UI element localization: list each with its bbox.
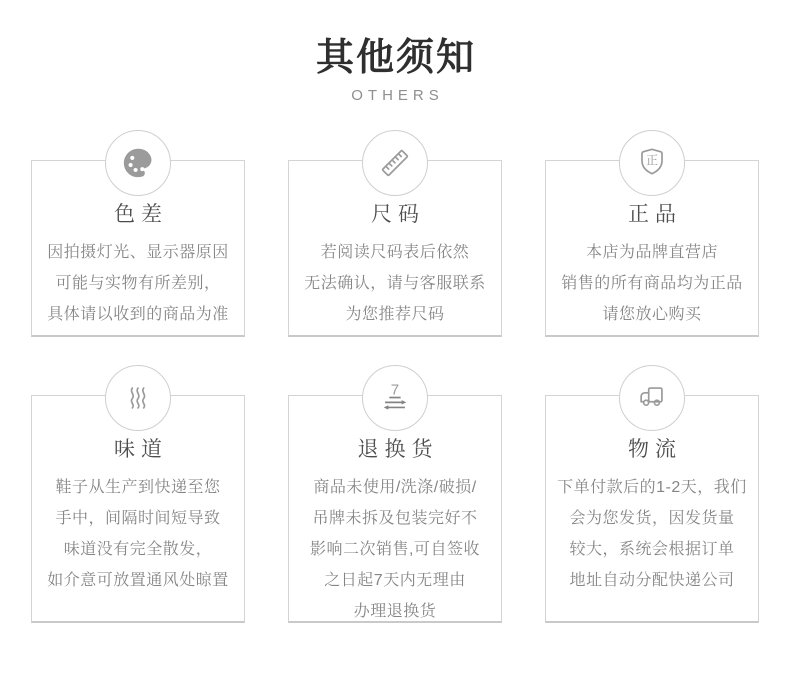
card-text-line: 味道没有完全散发，: [63, 541, 213, 558]
card-title: 味道: [114, 438, 168, 461]
card-body: [289, 237, 501, 330]
card-text-line: 鞋子从生产到快递至您: [55, 479, 221, 496]
card-title: 色差: [114, 203, 168, 226]
card-text-line: 为您推荐尺码: [345, 306, 445, 323]
card-title: 尺码: [371, 203, 425, 226]
smell-steam-icon: [121, 381, 155, 415]
card-body: [32, 472, 244, 596]
card-text-line: 如介意可放置通风处晾置: [47, 572, 229, 589]
card-text-line: 下单付款后的1-2天，我们: [557, 479, 747, 496]
card-text-line: 若阅读尺码表后依然: [320, 244, 470, 261]
card-text-line: 较大，系统会根据订单: [569, 541, 735, 558]
notice-card-authentic: [545, 153, 759, 337]
card-text-line: 请您放心购买: [602, 306, 702, 323]
card-text-line: 可能与实物有所差别，: [55, 275, 221, 292]
page-header: [0, 34, 790, 104]
notice-card-color-difference: [31, 160, 245, 337]
card-text-line: 之日起7天内无理由: [324, 572, 466, 589]
card-text-line: 具体请以收到的商品为准: [47, 306, 229, 323]
card-title: 物流: [628, 438, 682, 461]
notice-card-smell: [31, 395, 245, 623]
notice-cards-grid: [0, 153, 790, 623]
icon-circle: [619, 365, 685, 431]
card-text-line: 影响二次销售,可自签收: [310, 541, 480, 558]
seven-day-exchange-icon: [378, 381, 412, 415]
authentic-badge-icon: [635, 146, 669, 180]
notice-card-size: [288, 160, 502, 337]
card-body: [546, 472, 758, 596]
card-text-line: 销售的所有商品均为正品: [561, 275, 743, 292]
card-text-line: 无法确认，请与客服联系: [304, 275, 486, 292]
icon-circle: [105, 130, 171, 196]
icon-circle: [619, 130, 685, 196]
card-text-line: 因拍摄灯光、显示器原因: [47, 244, 229, 261]
card-text-line: 吊牌未拆及包装完好不: [312, 510, 478, 527]
svg-text:7: 7: [390, 381, 400, 399]
notice-card-returns: [288, 381, 502, 623]
card-body: [289, 472, 501, 627]
ruler-icon: [378, 146, 412, 180]
notice-card-logistics: [545, 395, 759, 623]
icon-circle: [105, 365, 171, 431]
icon-circle: [362, 130, 428, 196]
page-subtitle: OTHERS: [351, 87, 444, 104]
card-body: [546, 237, 758, 330]
icon-circle: [362, 365, 428, 431]
card-text-line: 手中，间隔时间短导致: [55, 510, 221, 527]
page-title: 其他须知: [315, 37, 476, 79]
card-title: 退换货: [357, 438, 439, 461]
card-text-line: 办理退换货: [353, 603, 437, 620]
card-text-line: 地址自动分配快递公司: [569, 572, 735, 589]
palette-icon: [121, 146, 155, 180]
card-body: [32, 237, 244, 330]
card-title: 正品: [628, 203, 682, 226]
card-text-line: 会为您发货，因发货量: [569, 510, 735, 527]
card-text-line: 商品未使用/洗涤/破损/: [313, 479, 477, 496]
card-text-line: 本店为品牌直营店: [585, 244, 718, 261]
svg-text:正: 正: [645, 153, 659, 168]
delivery-truck-icon: [635, 381, 669, 415]
